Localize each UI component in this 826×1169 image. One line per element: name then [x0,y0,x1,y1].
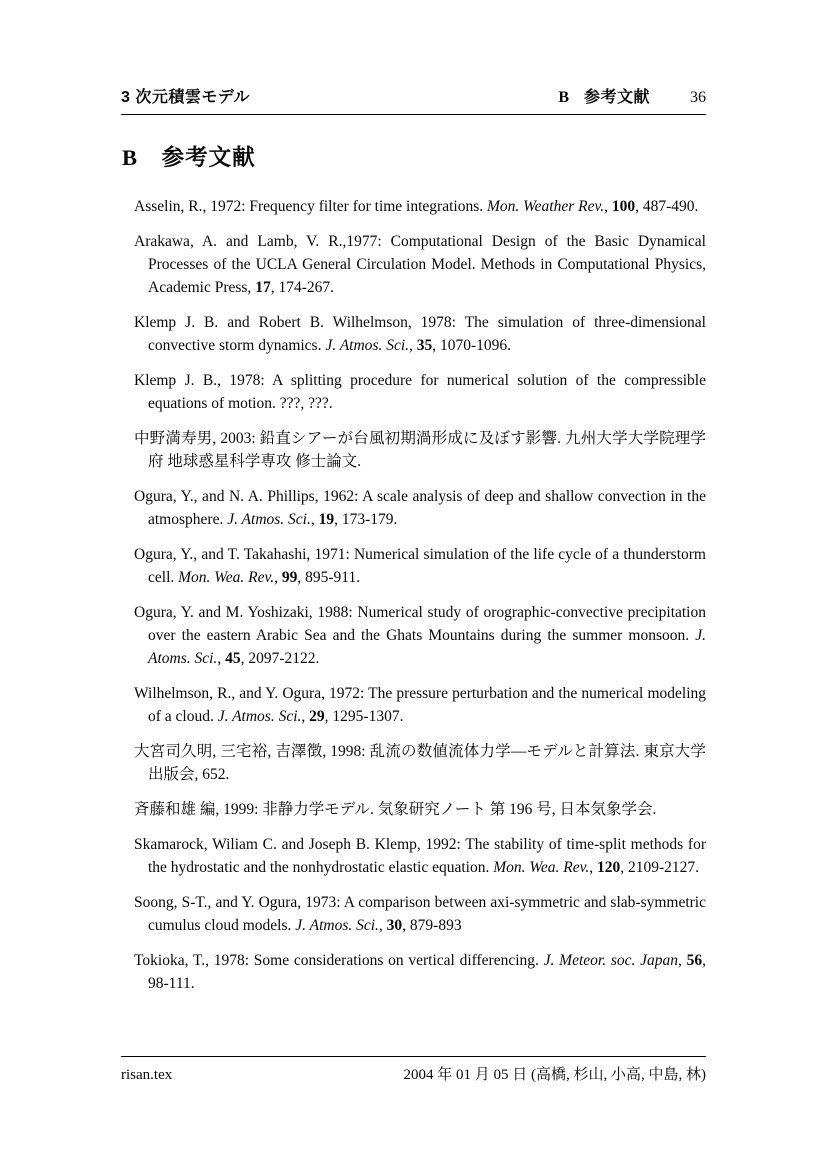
header-section-label: B [558,89,569,106]
reference-text-segment: J. Atmos. Sci. [217,708,302,725]
reference-text-segment: , 173-179. [334,511,398,528]
reference-text-segment: , 1295-1307. [324,708,404,725]
section-heading-title: 参考文献 [161,145,256,170]
reference-text-segment: , 487-490. [635,198,699,215]
reference-text-segment: , 2109-2127. [620,859,699,876]
reference-text-segment: Klemp J. B. and Robert B. Wilhelmson, 1978: The simulation of three-dimensional convective storm dynamics. [134,314,706,354]
header-section-group [558,84,706,107]
reference-text-segment: 35 [416,337,433,354]
reference-text-segment: , 2097-2122. [240,650,320,667]
reference-text-segment: , 879-893 [402,917,462,934]
reference-text-segment: 45 [225,650,241,667]
footer-filename: risan.tex [121,1067,173,1083]
reference-entry [121,311,706,357]
reference-text-segment: Asselin, R., 1972: Frequency filter for time integrations. [134,198,487,215]
reference-text-segment: J. Meteor. soc. Japan [543,952,679,969]
references-list [121,195,706,1007]
reference-text-segment: J. Atmos. Sci. [325,337,410,354]
reference-text-segment: Mon. Wea. Rev. [493,859,590,876]
reference-entry [121,195,706,218]
header-section-title: 参考文献 [583,89,650,106]
reference-entry [121,543,706,589]
reference-text-segment: 120 [596,859,621,876]
reference-entry [121,230,706,299]
reference-entry [121,369,706,415]
reference-text-segment: , 98-111. [148,952,707,992]
reference-text-segment: 29 [309,708,325,725]
reference-text-segment: , [678,952,687,969]
reference-text-segment: Tokioka, T., 1978: Some considerations on vertical differencing. [134,952,544,969]
reference-text-segment: Klemp J. B., 1978: A splitting procedure for numerical solution of the compressible equations of motion. ???, ???. [134,372,706,412]
reference-text-segment: Wilhelmson, R., and Y. Ogura, 1972: The pressure perturbation and the numerical modeling of a cloud. [134,685,706,725]
reference-text-segment: , [274,569,282,586]
reference-text-segment: Ogura, Y., and N. A. Phillips, 1962: A scale analysis of deep and shallow convection in the atmosphere. [134,488,706,528]
reference-text-segment: 中野満寿男, 2003: 鉛直シアーが台風初期渦形成に及ぼす影響. 九州大学大学院理学府 地球惑星科学専攻 修士論文. [134,430,706,470]
reference-entry [121,833,706,879]
reference-text-segment: 100 [611,198,636,215]
reference-text-segment: 99 [281,569,298,586]
reference-text-segment: , [301,708,310,725]
footer-date-authors: 2004 年 01 月 05 日 (高橋, 杉山, 小高, 中島, 林) [403,1067,706,1083]
reference-text-segment: , [310,511,319,528]
reference-text-segment: 17 [255,279,271,296]
reference-text-segment: 大宮司久明, 三宅裕, 吉澤徴, 1998: 乱流の数値流体力学—モデルと計算法. 東京大学出版会, 652. [134,743,706,783]
header-chapter-title: 3 次元積雲モデル [121,89,251,106]
reference-text-segment: , [589,859,597,876]
page-footer [121,1056,706,1084]
reference-text-segment: Ogura, Y., and T. Takahashi, 1971: Numerical simulation of the life cycle of a thunderstorm cell. [134,546,706,586]
reference-text-segment: 30 [386,917,403,934]
reference-text-segment: Skamarock, Wiliam C. and Joseph B. Klemp, 1992: The stability of time-split methods for the hydrostatic and the nonhydrostatic elastic equation. [134,836,706,876]
reference-text-segment: Mon. Weather Rev. [487,198,605,215]
reference-text-segment: 56 [686,952,703,969]
reference-entry [121,949,706,995]
reference-entry [121,485,706,531]
reference-text-segment: 19 [318,511,335,528]
reference-entry [121,798,706,821]
reference-text-segment: Mon. Wea. Rev. [178,569,275,586]
reference-entry [121,740,706,786]
reference-text-segment: , [409,337,417,354]
reference-entry [121,601,706,670]
reference-text-segment: Ogura, Y. and M. Yoshizaki, 1988: Numerical study of orographic-convective precipitation over the eastern Arabic Sea and the Ghats Mountains during the summer monsoon. [134,604,706,644]
page-header [121,84,706,115]
reference-text-segment: , 174-267. [270,279,334,296]
reference-entry [121,682,706,728]
reference-text-segment: J. Atmos. Sci. [227,511,311,528]
reference-text-segment: J. Atmos. Sci. [295,917,379,934]
header-page-number: 36 [690,89,706,106]
reference-text-segment: , 895-911. [297,569,361,586]
reference-text-segment: 斉藤和雄 編, 1999: 非静力学モデル. 気象研究ノート 第 196 号, 日本気象学会. [134,801,657,818]
section-heading-label: B [122,145,138,170]
reference-text-segment: , [604,198,612,215]
reference-text-segment: , [378,917,387,934]
reference-entry [121,891,706,937]
section-heading [122,140,256,172]
reference-text-segment: , [217,650,226,667]
reference-entry [121,427,706,473]
reference-text-segment: Soong, S-T., and Y. Ogura, 1973: A comparison between axi-symmetric and slab-symmetric cumulus cloud models. [134,894,706,934]
reference-text-segment: Arakawa, A. and Lamb, V. R.,1977: Computational Design of the Basic Dynamical Processes of the UCLA General Circulation Model. Methods in Computational Physics, Academic Press, [134,233,706,296]
reference-text-segment: J. Atoms. Sci. [148,627,706,667]
reference-text-segment: , 1070-1096. [432,337,512,354]
